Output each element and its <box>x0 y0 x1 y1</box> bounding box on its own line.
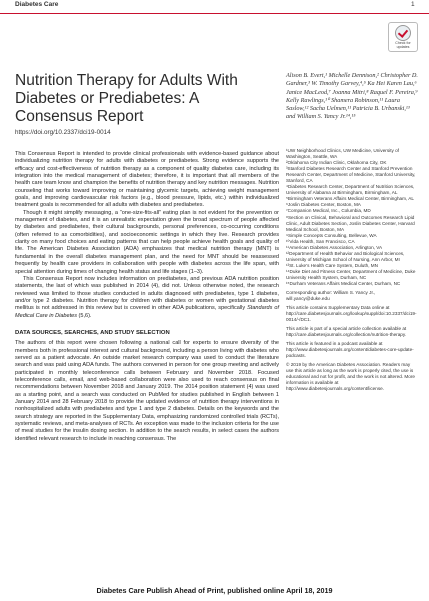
supplementary-note: This article contains Supplementary Data online at http://care.diabetesjournals.org/lookup/suppl/doi:10.2337/dci19-0014/-/DC1. <box>286 304 417 323</box>
badge-label: Check for updates <box>395 41 411 49</box>
affiliations <box>286 148 418 287</box>
collection-note: This article is part of a special article collection available at http://care.diabetesjournals.org/collection/nutrition-therapy. <box>286 325 407 337</box>
affiliation: ¹³St. Luke’s Health Care System, Duluth, MN <box>286 262 378 268</box>
checkmark-icon <box>395 25 411 41</box>
body-text: This Consensus Report now includes information on prediabetes, and previous ADA nutrition position statements, the last of which was published in 2014 (4), did not. Unless otherwise noted, the research reviewed was limited to those studies conducted in adults diagnosed with prediabetes, type 1 diabetes, and/or type 2 diabetes. Nutrition therapy for children with diabetes or women with gestational diabetes mellitus is not addressed in this review but is covered in other ADA publications, specifically <box>15 275 279 312</box>
affiliation: ⁷Companion Medical, Inc., Columbia, MD <box>286 208 371 214</box>
affiliation: ¹⁵Durham Veterans Affairs Medical Center, Durham, NC <box>286 281 401 287</box>
header-rule <box>0 0 429 14</box>
journal-name: Diabetes Care <box>15 1 59 8</box>
section-heading: DATA SOURCES, SEARCHES, AND STUDY SELECTION <box>15 329 170 336</box>
body-paragraph: Though it might simplify messaging, a “one-size-fits-all” eating plan is not evident for the prevention or management of diabetes, and it is an unrealistic expectation given the broad spectrum of people affected by diabetes and prediabetes, their cultural backgrounds, personal preferences, co-occurring conditions (often referred to as comorbidities), and socioeconomic settings in which they live. Research provides clarity on many food choices and eating patterns that can help people achieve health goals and quality of life. The American Diabetes Association (ADA) emphasizes that medical nutrition therapy (MNT) is fundamental in the overall diabetes management plan, and the need for MNT should be reassessed frequently by health care providers in collaboration with people with diabetes across the life span, with special attention during times of changing health status and life stages (1–3). <box>15 209 279 275</box>
doi-link[interactable]: https://doi.org/10.2337/dci19-0014 <box>15 129 111 136</box>
check-for-updates-badge[interactable] <box>388 22 418 52</box>
body-paragraph: This Consensus Report is intended to provide clinical professionals with evidence-based guidance about individualizing nutrition therapy for adults with diabetes or prediabetes. Strong evidence supports the efficacy and cost-effectiveness of nutrition therapy as a component of quality diabetes care, including its integration into the medical management of diabetes; therefore, it is important that all members of the health care team know and champion the benefits of nutrition therapy and key nutrition messages. Nutrition counseling that works toward improving or maintaining glycemic targets, achieving weight management goals, and improving cardiovascular risk factors (e.g., blood pressure, lipids, etc.) within individualized treatment goals is recommended for all adults with diabetes and prediabetes. <box>15 151 279 209</box>
affiliation: ⁴Diabetes Research Center, Department of Nutrition Sciences, University of Alabama at Birmingham, Birmingham, AL <box>286 184 415 196</box>
body-paragraph: The authors of this report were chosen following a national call for experts to ensure diversity of the members both in professional interest and cultural background, including a person living with diabetes who served as a patient advocate. An outside market research company was used to conduct the literature search and was paid using ADA funds. The authors convened in person for one group meeting and actively participated in monthly teleconference calls between February and November 2018. Focused teleconference calls, email, and web-based collaboration were also used to reach consensus on final recommendations between November 2018 and January 2019. The 2014 position statement (4) was used as a starting point, and a search was conducted on PubMed for studies published in English between 1 January 2014 and 28 February 2018 to provide the updated evidence of nutrition therapy interventions in nonhospitalized adults with prediabetes and type 1 and type 2 diabetes. Details on the keywords and the search strategy are reported in the Supplementary Data, emphasizing randomized controlled trials (RCTs), systematic reviews, and meta-analyses of RCTs. An exception was made to the inclusion criteria for the use of meal studies for the insulin dosing section. In addition to the search results, in select cases the authors identified relevant research to include in reaching consensus. The <box>15 340 279 442</box>
body-paragraph <box>15 276 279 320</box>
article-body <box>15 151 279 443</box>
affiliation: ²Oklahoma City Indian Clinic, Oklahoma City, OK <box>286 160 387 166</box>
footer-publication-line: Diabetes Care Publish Ahead of Print, published online April 18, 2019 <box>96 586 333 595</box>
affiliation: ¹⁴Duke Diet and Fitness Center, Department of Medicine, Duke University Health System, Durham, NC <box>286 268 416 280</box>
podcast-note: This article is featured in a podcast available at http://www.diabetesjournals.org/content/diabetes-core-update-podcasts. <box>286 340 414 358</box>
affiliation: ¹¹American Diabetes Association, Arlington, VA <box>286 244 383 250</box>
affiliation: ³Stanford Diabetes Research Center and Stanford Prevention Research Center, Department of Medicine, Stanford University, Stanford, CA <box>286 166 416 184</box>
affiliation: ¹⁰Vida Health, San Francisco, CA <box>286 238 355 244</box>
affiliation: ⁵Birmingham Veterans Affairs Medical Center, Birmingham, AL <box>286 196 414 202</box>
sidebar <box>286 148 418 395</box>
affiliation: ¹²Department of Health Behavior and Biological Sciences, University of Michigan School of Nursing, Ann Arbor, MI <box>286 250 405 262</box>
affiliation: ⁹Simple Concepts Consulting, Bellevue, WA <box>286 232 377 238</box>
copyright-note: © 2019 by the American Diabetes Association. Readers may use this article as long as the work is properly cited, the use is educational and not for profit, and the work is not altered. More information is available at http://www.diabetesjournals.org/content/license. <box>286 361 415 391</box>
body-text: (5,6). <box>76 312 92 319</box>
corresponding-author: Corresponding author: William S. Yancy Jr., will.yancy@duke.edu <box>286 290 376 302</box>
body-text-italic: Standards of Medical Care in Diabetes <box>15 305 280 319</box>
author-list: Alison B. Evert,¹ Michelle Dennison,² Christopher D. Gardner,³ W. Timothy Garvey,⁴,⁵ Ka Hei Karen Lau,⁶ Janice MacLeod,⁷ Joanna Mitri,⁸ Raquel F. Pereira,⁹ Kelly Rawlings,¹⁰ Shamera Robinson,¹¹ Laura Saslow,¹² Sacha Uelmen,¹¹ Patricia B. Urbanski,¹³ and William S. Yancy Jr.¹⁴,¹⁵ <box>286 72 418 121</box>
page-number: 1 <box>411 1 415 8</box>
affiliation: ⁶Joslin Diabetes Center, Boston, MA <box>286 202 361 208</box>
affiliation: ¹UW Neighborhood Clinics, UW Medicine, University of Washington, Seattle, WA <box>286 148 399 160</box>
article-title: Nutrition Therapy for Adults With Diabetes or Prediabetes: A Consensus Report <box>15 72 238 125</box>
affiliation: ⁸Section on Clinical, Behavioral and Outcomes Research Lipid Clinic, Adult Diabetes Section, Joslin Diabetes Center, Harvard Medical School, Boston, MA <box>286 214 415 232</box>
